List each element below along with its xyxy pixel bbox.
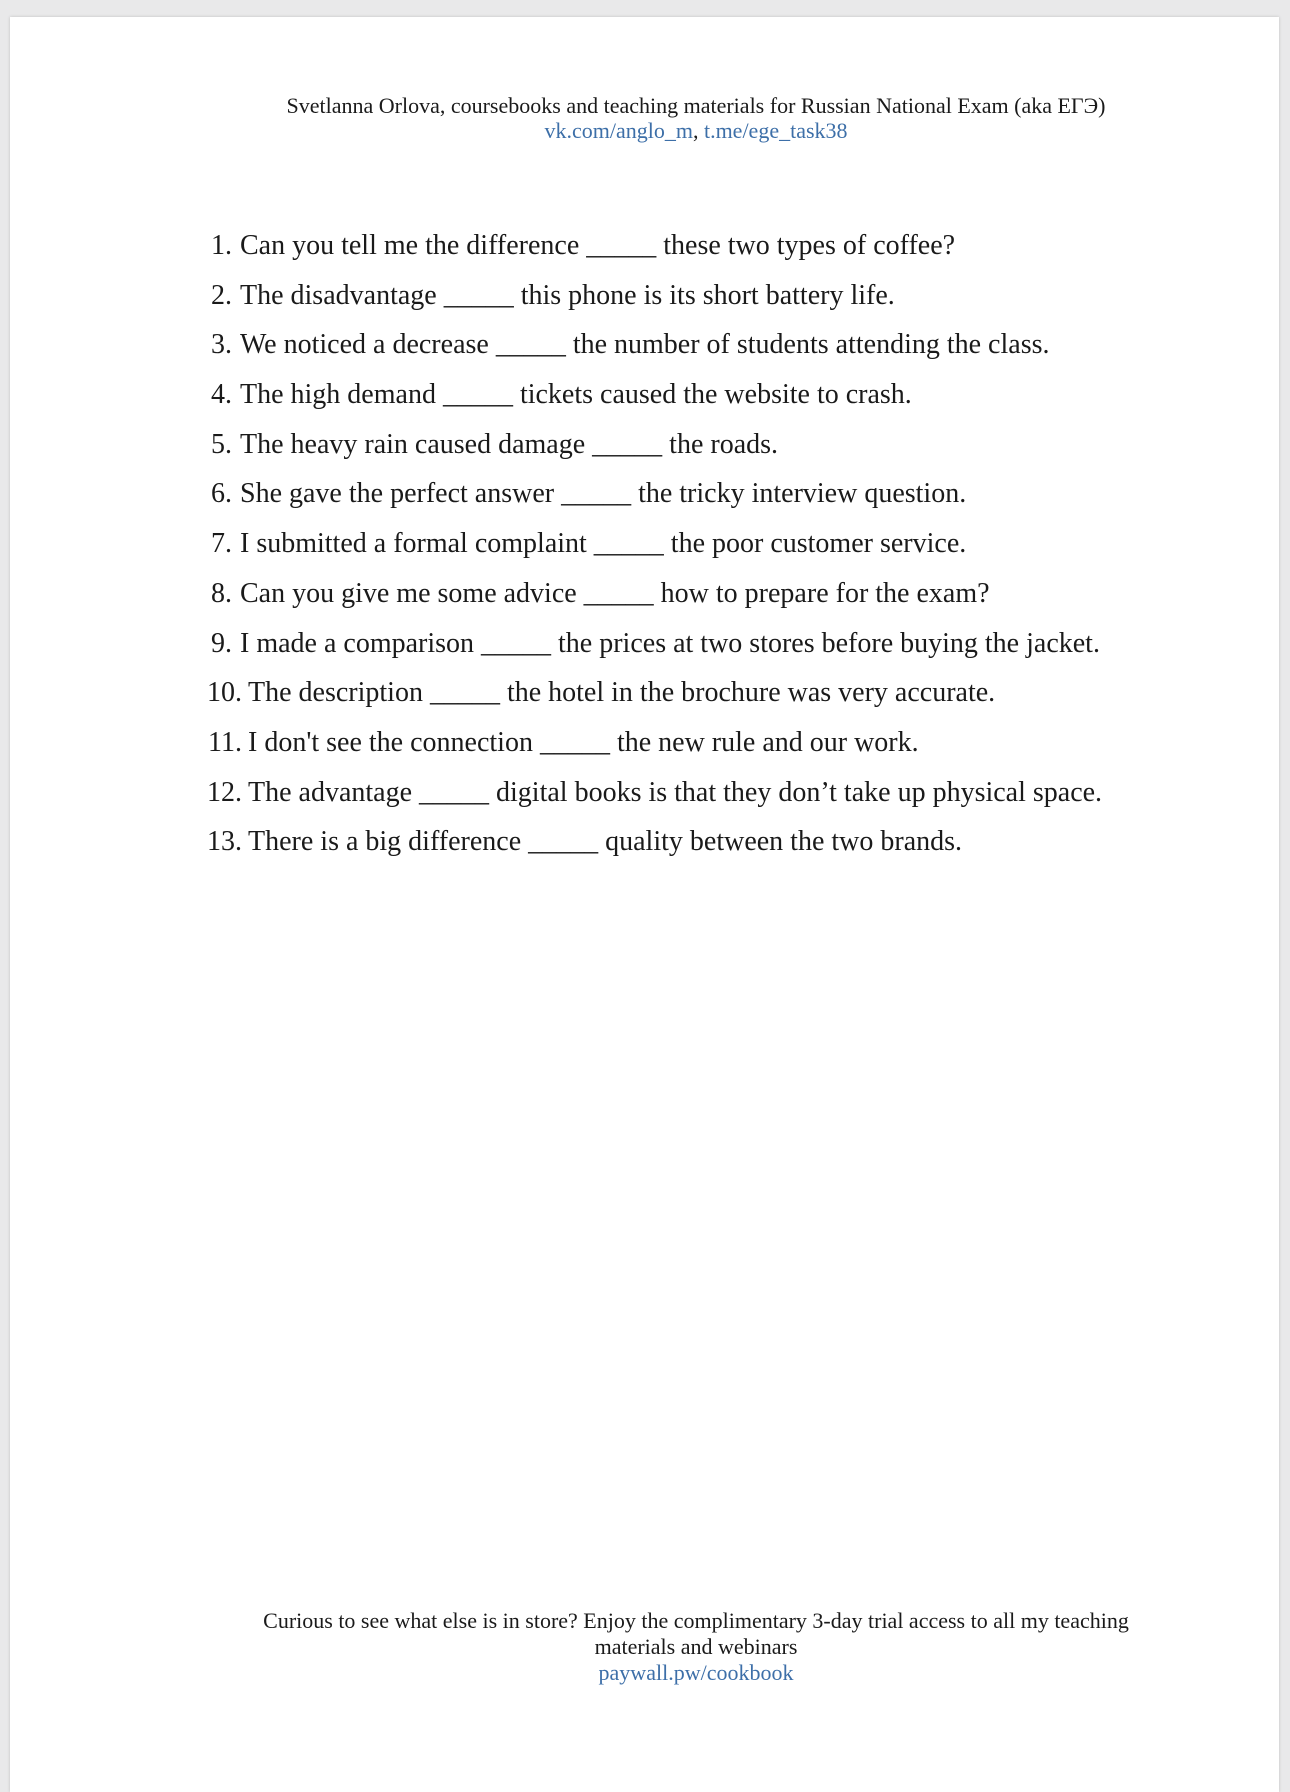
question-text: There is a big difference _____ quality between the two brands. <box>248 826 963 858</box>
question-number: 5. <box>211 428 232 460</box>
question-number: 9. <box>211 627 232 659</box>
question-number: 6. <box>211 478 232 510</box>
promo-text-line2: materials and webinars <box>594 1634 798 1659</box>
question-text: The disadvantage _____ this phone is its short battery life. <box>240 279 895 311</box>
cookbook-link[interactable]: paywall.pw/cookbook <box>598 1660 794 1685</box>
page-footer <box>10 1608 1290 1686</box>
question-number: 11. <box>208 726 242 758</box>
page-header <box>10 93 1290 143</box>
question-text: I made a comparison _____ the prices at two stores before buying the jacket. <box>240 627 1100 659</box>
question-number: 4. <box>211 379 232 411</box>
question-text: Can you give me some advice _____ how to prepare for the exam? <box>240 577 990 609</box>
promo-text-line1: Curious to see what else is in store? Enjoy the complimentary 3-day trial access to all my teaching <box>263 1608 1129 1633</box>
document-page <box>10 17 1279 1792</box>
question-number: 10. <box>207 677 242 709</box>
question-text: I don't see the connection _____ the new rule and our work. <box>248 726 919 758</box>
question-text: She gave the perfect answer _____ the tricky interview question. <box>240 478 967 510</box>
vk-link[interactable]: vk.com/anglo_m <box>544 118 693 143</box>
question-number: 13. <box>207 826 242 858</box>
question-number: 3. <box>211 329 232 361</box>
question-text: We noticed a decrease _____ the number of students attending the class. <box>240 329 1050 361</box>
question-text: The advantage _____ digital books is that they don’t take up physical space. <box>248 776 1103 808</box>
question-number: 8. <box>211 577 232 609</box>
link-separator: , <box>692 118 699 143</box>
question-number: 12. <box>207 776 242 808</box>
question-text: The description _____ the hotel in the brochure was very accurate. <box>248 677 996 709</box>
question-text: The high demand _____ tickets caused the website to crash. <box>240 379 912 411</box>
social-links <box>10 118 1290 143</box>
question-text: I submitted a formal complaint _____ the poor customer service. <box>240 528 967 560</box>
question-number: 7. <box>211 528 232 560</box>
question-text: Can you tell me the difference _____ these two types of coffee? <box>240 230 956 261</box>
telegram-link[interactable]: t.me/ege_task38 <box>703 118 848 143</box>
question-text: The heavy rain caused damage _____ the roads. <box>240 428 779 460</box>
author-line: Svetlanna Orlova, coursebooks and teaching materials for Russian National Exam (aka ЕГЭ) <box>286 93 1106 118</box>
question-number: 2. <box>211 279 232 311</box>
question-number: 1. <box>211 230 232 261</box>
